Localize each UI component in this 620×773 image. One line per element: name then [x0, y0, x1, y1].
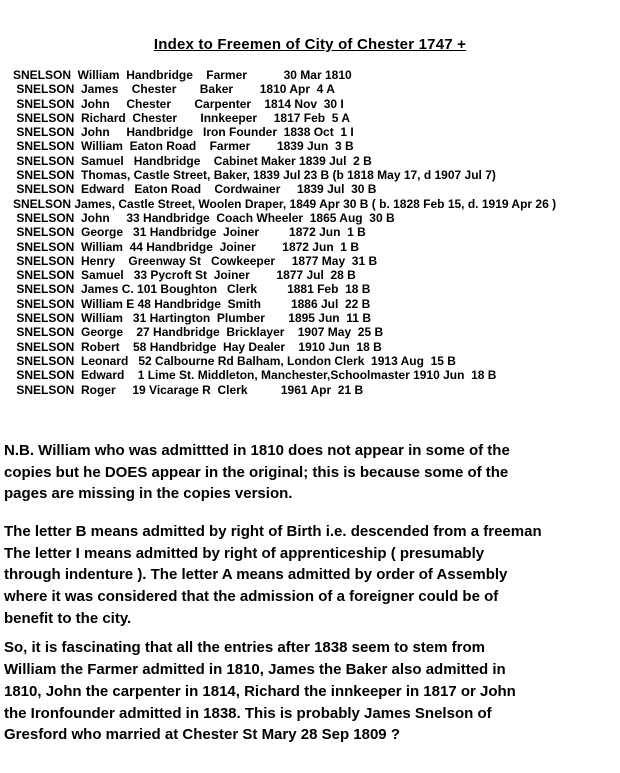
- index-row: SNELSON George 27 Handbridge Bricklayer 1907 May 25 B: [13, 325, 384, 340]
- note-line: where it was considered that the admission of a foreigner could be of: [4, 588, 499, 606]
- index-row: SNELSON Richard Chester Innkeeper 1817 Feb 5 A: [13, 110, 350, 125]
- note-speculation-paragraph: [0, 637, 620, 746]
- note-line: benefit to the city.: [4, 609, 132, 627]
- index-row: SNELSON William Handbridge Farmer 30 Mar 1810: [13, 68, 352, 82]
- index-row: SNELSON John Handbridge Iron Founder 1838 Oct 1 I: [13, 125, 354, 140]
- index-row: SNELSON James, Castle Street, Woolen Draper, 1849 Apr 30 B ( b. 1828 Feb 15, d. 1919 Apr 26 ): [13, 196, 557, 211]
- index-row: SNELSON Edward 1 Lime St. Middleton, Manchester,Schoolmaster 1910 Jun 18 B: [13, 368, 497, 383]
- index-row: SNELSON James C. 101 Boughton Clerk 1881 Feb 18 B: [13, 282, 371, 297]
- freemen-index-list: [0, 68, 620, 397]
- note-letter-codes-paragraph: [0, 521, 620, 630]
- note-line: The letter B means admitted by right of Birth i.e. descended from a freeman: [4, 522, 542, 540]
- index-row: SNELSON Robert 58 Handbridge Hay Dealer 1910 Jun 18 B: [13, 339, 382, 354]
- note-line: The letter I means admitted by right of apprenticeship ( presumably: [4, 544, 485, 562]
- index-row: SNELSON William Eaton Road Farmer 1839 Jun 3 B: [13, 139, 354, 154]
- index-row: SNELSON Edward Eaton Road Cordwainer 1839 Jul 30 B: [13, 182, 377, 197]
- index-row: SNELSON William E 48 Handbridge Smith 1886 Jul 22 B: [13, 296, 371, 311]
- document-page: [0, 36, 620, 746]
- index-row: SNELSON William 31 Hartington Plumber 1895 Jun 11 B: [13, 311, 371, 326]
- index-row: SNELSON Samuel 33 Pycroft St Joiner 1877 Jul 28 B: [13, 268, 356, 283]
- index-row: SNELSON James Chester Baker 1810 Apr 4 A: [13, 82, 335, 97]
- index-row: SNELSON Roger 19 Vicarage R Clerk 1961 Apr 21 B: [13, 382, 364, 397]
- note-line: pages are missing in the copies version.: [4, 485, 293, 503]
- note-line: William the Farmer admitted in 1810, James the Baker also admitted in: [4, 661, 506, 679]
- note-line: copies but he DOES appear in the original; this is because some of the: [4, 463, 509, 481]
- note-line: 1810, John the carpenter in 1814, Richard the innkeeper in 1817 or John: [4, 682, 516, 700]
- page-title: Index to Freemen of City of Chester 1747 +: [153, 36, 467, 53]
- note-line: through indenture ). The letter A means admitted by order of Assembly: [4, 566, 508, 584]
- index-row: SNELSON Samuel Handbridge Cabinet Maker 1839 Jul 2 B: [13, 153, 372, 168]
- index-row: SNELSON Thomas, Castle Street, Baker, 1839 Jul 23 B (b 1818 May 17, d 1907 Jul 7): [13, 168, 496, 183]
- index-row: SNELSON John 33 Handbridge Coach Wheeler 1865 Aug 30 B: [13, 210, 395, 225]
- note-line: Gresford who married at Chester St Mary 28 Sep 1809 ?: [4, 726, 400, 744]
- note-line: N.B. William who was admittted in 1810 does not appear in some of the: [4, 441, 510, 459]
- index-row: SNELSON Leonard 52 Calbourne Rd Balham, London Clerk 1913 Aug 15 B: [13, 353, 456, 368]
- index-row: SNELSON William 44 Handbridge Joiner 1872 Jun 1 B: [13, 239, 359, 254]
- index-row: SNELSON John Chester Carpenter 1814 Nov 30 I: [13, 96, 344, 111]
- note-line: the Ironfounder admitted in 1838. This is probably James Snelson of: [4, 704, 492, 722]
- note-line: So, it is fascinating that all the entries after 1838 seem to stem from: [4, 639, 485, 657]
- index-row: SNELSON George 31 Handbridge Joiner 1872 Jun 1 B: [13, 225, 366, 240]
- note-nb-paragraph: [0, 440, 620, 505]
- index-row: SNELSON Henry Greenway St Cowkeeper 1877 May 31 B: [13, 253, 378, 268]
